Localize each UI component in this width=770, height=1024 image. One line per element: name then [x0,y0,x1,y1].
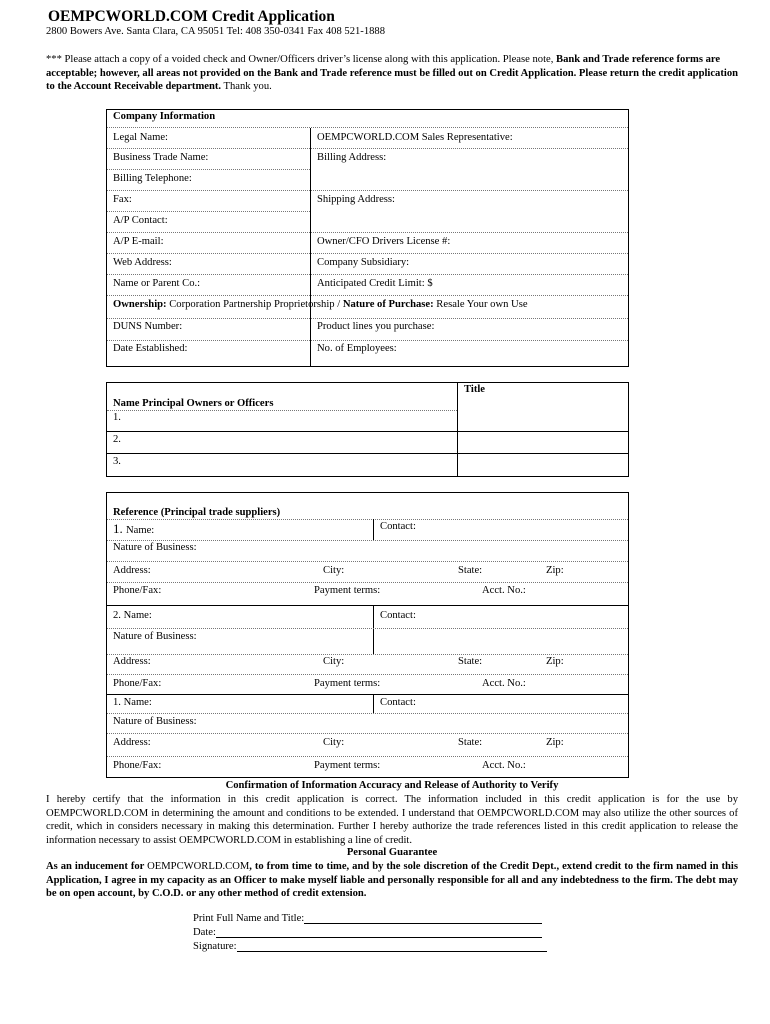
ref1-name-field[interactable]: 1. Name: [113,521,155,536]
owner-row-1[interactable]: 1. [113,412,121,423]
confirmation-text: I hereby certify that the information in this credit application is correct. The information included in this credit application is for the use by OEMPCWORLD.COM in determining the amount and conditions to be extended. I understand that OEMPCWORLD.COM may also utilize the other sources of credit, which in considers necessary in making this determination. Further I hereby authorize the trade references listed in this credit application to release the information necessary to assist OEMPCWORLD.COM in establishing a line of credit. [46,794,738,846]
ref3-nature-field[interactable]: Nature of Business: [113,716,197,727]
ref1-payment-terms-field[interactable]: Payment terms: [314,585,381,596]
ap-contact-field[interactable]: A/P Contact: [113,215,168,226]
trade-name-field[interactable]: Business Trade Name: [113,152,209,163]
ref3-payment-terms-field[interactable]: Payment terms: [314,760,381,771]
duns-number-field[interactable]: DUNS Number: [113,321,183,332]
notice-prefix: *** Please attach a copy of a voided check and Owner/Officers driver’s license along with this application. Please note, [46,54,557,65]
ref3-name-field[interactable]: 1. Name: [113,697,152,708]
billing-address-field[interactable]: Billing Address: [317,152,387,163]
ref2-name-field[interactable]: 2. Name: [113,610,152,621]
ref1-zip-field[interactable]: Zip: [546,565,564,576]
guarantee-text-b: , to from time to time, and by the sole discretion of the Credit Dept., extend credit to the firm named in this Application, I agree in my capacity as an Officer to make myself liable and personally responsible for all and any indebtedness to the firm. The debt may be on open account, by C.O.D. or any other method of credit extension. [46,861,738,900]
company-subsidiary-field[interactable]: Company Subsidiary: [317,257,410,268]
ref1-contact-field[interactable]: Contact: [380,521,416,532]
drivers-license-field[interactable]: Owner/CFO Drivers License #: [317,236,451,247]
owner-row-2[interactable]: 2. [113,434,121,445]
ref2-address-field[interactable]: Address: [113,656,151,667]
page-title: OEMPCWORLD.COM Credit Application [48,8,335,25]
ref2-zip-field[interactable]: Zip: [546,656,564,667]
ref2-nature-field[interactable]: Nature of Business: [113,631,197,642]
ref2-phone-fax-field[interactable]: Phone/Fax: [113,678,162,689]
ref1-phone-fax-field[interactable]: Phone/Fax: [113,585,162,596]
guarantee-text-a: As an inducement for [46,861,148,872]
notice-bold: Bank and Trade reference forms are acceptable; however, all areas not provided on the Bank and Trade reference must be filled out on Credit Application. Please return the credit application to the Account Receivable department. [46,54,739,93]
ref1-address-field[interactable]: Address: [113,565,151,576]
ref3-state-field[interactable]: State: [458,737,483,748]
ref1-city-field[interactable]: City: [323,565,345,576]
ref3-zip-field[interactable]: Zip: [546,737,564,748]
ref1-state-field[interactable]: State: [458,565,483,576]
guarantee-text [46,860,738,901]
ref2-state-field[interactable]: State: [458,656,483,667]
ref3-contact-field[interactable]: Contact: [380,697,416,708]
ref3-address-field[interactable]: Address: [113,737,151,748]
web-address-field[interactable]: Web Address: [113,257,172,268]
sales-rep-field[interactable]: OEMPCWORLD.COM Sales Representative: [317,132,513,143]
purchase-options[interactable]: Resale Your own Use [433,299,528,310]
references-heading: Reference (Principal trade suppliers) [113,507,281,518]
ref2-acct-no-field[interactable]: Acct. No.: [482,678,526,689]
owners-section [106,382,629,477]
ref1-nature-field[interactable]: Nature of Business: [113,542,197,553]
attachment-notice [46,53,738,94]
owner-row-3[interactable]: 3. [113,456,121,467]
notice-suffix: Thank you. [221,81,272,93]
product-lines-field[interactable]: Product lines you purchase: [317,321,435,332]
signature-field[interactable]: Signature: [193,941,547,952]
owners-heading: Name Principal Owners or Officers [113,398,274,409]
owner-title-heading: Title [464,384,485,395]
ref3-acct-no-field[interactable]: Acct. No.: [482,760,526,771]
purchase-label: Nature of Purchase: [342,299,434,310]
ref3-phone-fax-field[interactable]: Phone/Fax: [113,760,162,771]
ref1-number: 1. [113,521,126,536]
fax-field[interactable]: Fax: [113,194,132,205]
guarantee-company: OEMPCWORLD.COM [147,861,250,872]
employees-field[interactable]: No. of Employees: [317,343,397,354]
date-field[interactable]: Date: [193,927,542,938]
legal-name-field[interactable]: Legal Name: [113,132,169,143]
parent-company-field[interactable]: Name or Parent Co.: [113,278,201,289]
ownership-options[interactable]: Corporation Partnership Proprietorship / [166,299,343,310]
ap-email-field[interactable]: A/P E-mail: [113,236,164,247]
confirmation-heading: Confirmation of Information Accuracy and Release of Authority to Verify [225,780,559,791]
ref2-payment-terms-field[interactable]: Payment terms: [314,678,381,689]
guarantee-heading: Personal Guarantee [346,847,438,858]
company-address: 2800 Bowers Ave. Santa Clara, CA 95051 Tel: 408 350-0341 Fax 408 521-1888 [46,26,386,37]
credit-limit-field[interactable]: Anticipated Credit Limit: $ [317,278,433,289]
ref2-city-field[interactable]: City: [323,656,345,667]
billing-telephone-field[interactable]: Billing Telephone: [113,173,192,184]
ownership-label: Ownership: [113,299,167,310]
company-information-heading: Company Information [113,111,216,122]
ownership-purchase-row[interactable] [113,299,528,310]
shipping-address-field[interactable]: Shipping Address: [317,194,395,205]
ref2-contact-field[interactable]: Contact: [380,610,416,621]
ref1-acct-no-field[interactable]: Acct. No.: [482,585,526,596]
ref3-city-field[interactable]: City: [323,737,345,748]
date-established-field[interactable]: Date Established: [113,343,188,354]
print-name-field[interactable]: Print Full Name and Title: [193,913,542,924]
